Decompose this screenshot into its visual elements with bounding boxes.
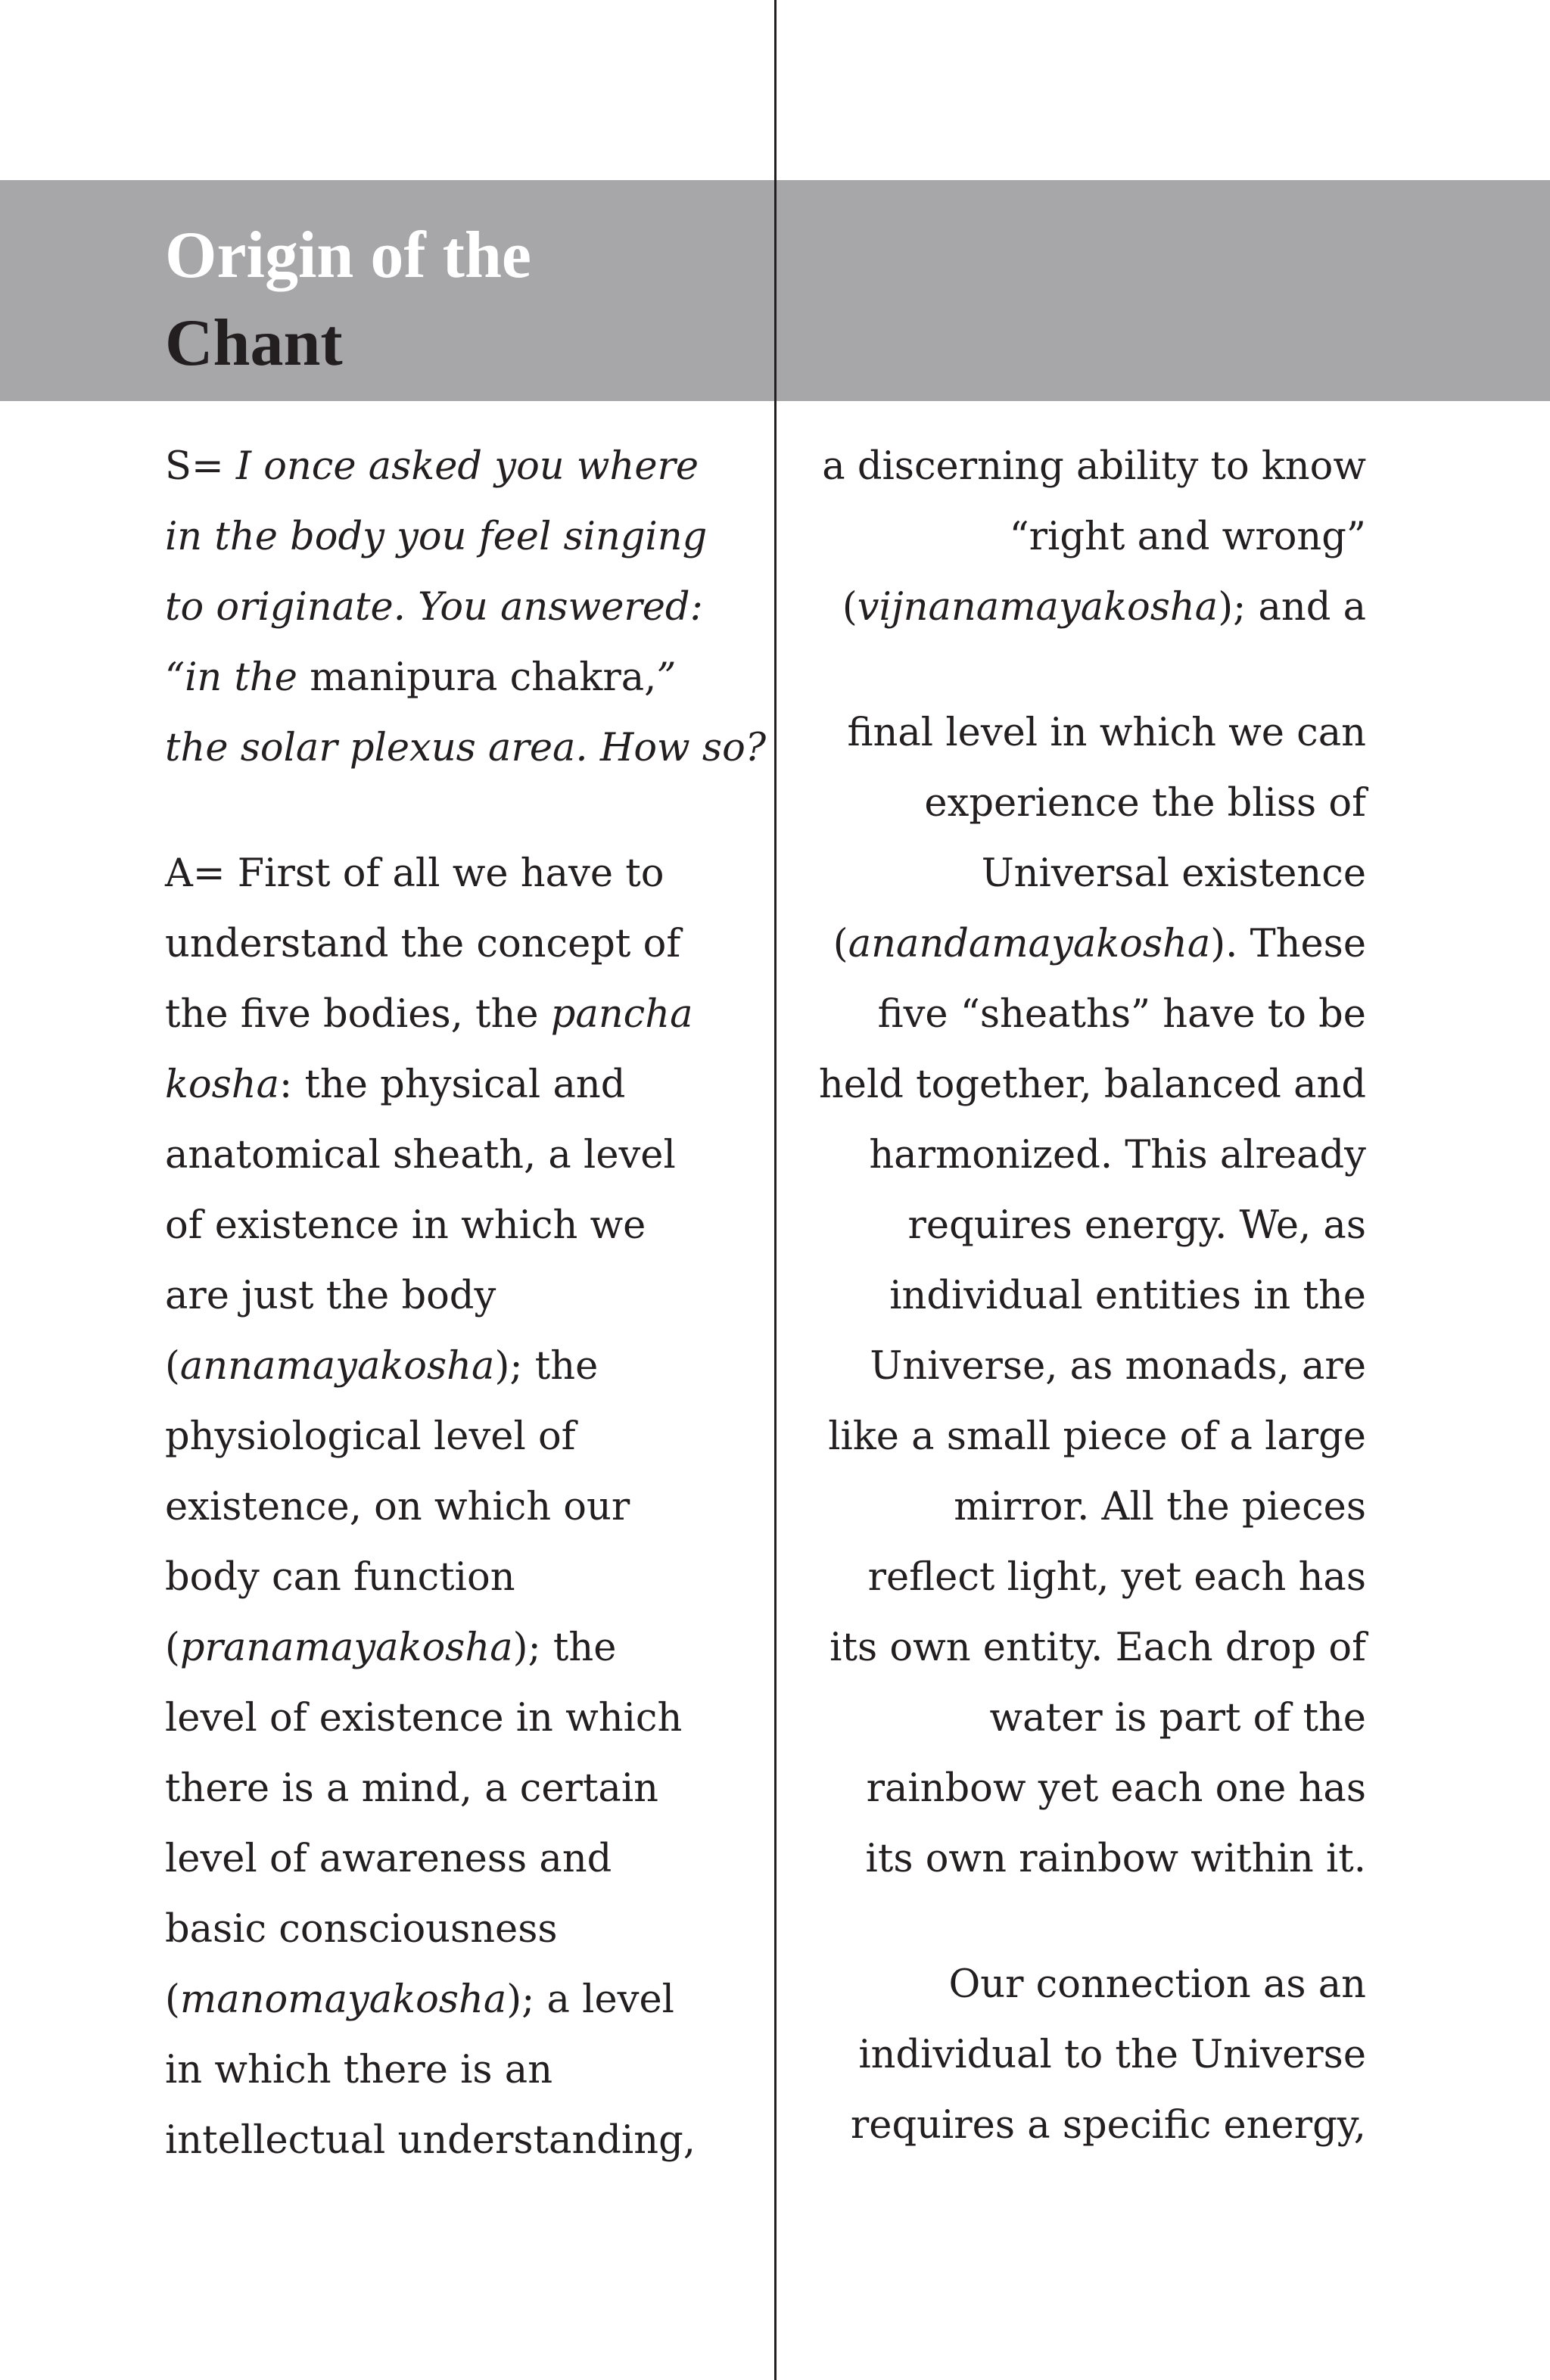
text-run: Our connection as an <box>948 1962 1366 2007</box>
text-line <box>817 768 1366 838</box>
text-line <box>165 1331 714 1402</box>
text-run: are just the body <box>165 1274 496 1318</box>
text-run: Universal existence <box>981 851 1366 896</box>
text-run: level of existence in which <box>165 1696 683 1741</box>
text-line <box>817 838 1366 909</box>
text-line <box>165 1120 714 1190</box>
text-run: ( <box>165 1977 180 2022</box>
chapter-title-line-2: Chant <box>165 306 343 380</box>
text-line <box>817 909 1366 979</box>
text-line <box>817 2090 1366 2161</box>
text-run: the five bodies, the <box>165 992 551 1037</box>
text-run: ). These <box>1210 922 1366 966</box>
text-line <box>817 1472 1366 1542</box>
text-line <box>817 502 1366 572</box>
text-run: requires energy. We, as <box>907 1203 1366 1248</box>
text-run: A= First of all we have to <box>165 851 665 896</box>
paragraph-gap <box>817 1894 1366 1949</box>
italic-text-run: anandamayakosha <box>848 922 1211 966</box>
text-run: reflect light, yet each has <box>867 1555 1366 1600</box>
text-line <box>817 1542 1366 1613</box>
text-run: held together, balanced and <box>818 1062 1366 1107</box>
text-line <box>817 698 1366 768</box>
text-line <box>165 1613 714 1683</box>
text-run: ); the <box>494 1344 599 1389</box>
text-run: manipura chakra, <box>310 655 657 700</box>
text-line <box>165 909 714 979</box>
paragraph-gap <box>817 642 1366 698</box>
text-line <box>165 1402 714 1472</box>
italic-text-run: pancha <box>550 992 693 1037</box>
text-line <box>165 642 714 713</box>
text-line <box>165 1472 714 1542</box>
text-run: body can function <box>165 1555 515 1600</box>
italic-text-run: ” <box>656 655 677 700</box>
text-line <box>165 2035 714 2105</box>
text-run: physiological level of <box>165 1414 576 1459</box>
text-run: a discerning ability to know <box>822 444 1366 489</box>
paragraph-gap <box>165 783 714 838</box>
text-run: mirror. All the pieces <box>954 1485 1366 1529</box>
text-run: five “sheaths” have to be <box>877 992 1366 1037</box>
right-paragraph-1 <box>817 431 1366 642</box>
text-line <box>817 1331 1366 1402</box>
text-run: there is a mind, a certain <box>165 1766 658 1811</box>
text-run: ); the <box>512 1626 617 1670</box>
text-line <box>165 1190 714 1261</box>
italic-text-run: the solar plexus area. How so? <box>165 726 767 770</box>
text-run: individual to the Universe <box>858 2033 1366 2077</box>
text-line <box>817 431 1366 502</box>
text-run: its own entity. Each drop of <box>829 1626 1366 1670</box>
italic-text-run: annamayakosha <box>179 1344 495 1389</box>
right-column <box>817 431 1366 2161</box>
text-line <box>165 431 714 502</box>
text-line <box>817 1753 1366 1824</box>
left-column <box>165 431 767 2176</box>
answer-paragraph <box>165 838 714 2176</box>
italic-text-run: vijnanamayakosha <box>857 585 1219 630</box>
text-line <box>817 1190 1366 1261</box>
text-run: existence, on which our <box>165 1485 630 1529</box>
column-divider <box>774 0 777 2380</box>
text-line <box>165 1753 714 1824</box>
text-run: harmonized. This already <box>869 1133 1366 1178</box>
italic-text-run: pranamayakosha <box>179 1626 513 1670</box>
text-line <box>817 1261 1366 1331</box>
text-run: ( <box>833 922 848 966</box>
text-line <box>165 1683 714 1753</box>
text-run: its own rainbow within it. <box>865 1837 1366 1881</box>
chapter-title-line-1: Origin of the <box>165 219 531 292</box>
text-run: like a small piece of a large <box>828 1414 1366 1459</box>
text-run: intellectual understanding, <box>165 2118 696 2163</box>
italic-text-run: to originate. You answered: <box>165 585 703 630</box>
text-line <box>165 1894 714 1965</box>
italic-text-run: I once asked you where <box>235 444 699 489</box>
text-line <box>165 1965 714 2035</box>
text-run: experience the bliss of <box>924 781 1366 826</box>
text-line <box>817 979 1366 1050</box>
text-line <box>165 1824 714 1894</box>
text-line <box>165 979 714 1050</box>
text-line <box>817 1683 1366 1753</box>
text-line <box>165 713 767 783</box>
text-line <box>817 1050 1366 1120</box>
text-run: “right and wrong” <box>1009 515 1366 559</box>
text-run: basic consciousness <box>165 1907 558 1952</box>
text-run: final level in which we can <box>847 711 1366 755</box>
text-run: in which there is an <box>165 2048 553 2092</box>
text-run: ); a level <box>506 1977 674 2022</box>
italic-text-run: in the body you feel singing <box>165 515 708 559</box>
text-run: rainbow yet each one has <box>866 1766 1366 1811</box>
text-line <box>817 572 1366 642</box>
text-run: level of awareness and <box>165 1837 612 1881</box>
text-run: ( <box>165 1344 180 1389</box>
text-line <box>165 502 714 572</box>
text-run: : the physical and <box>279 1062 626 1107</box>
text-line <box>165 2105 714 2176</box>
text-run: individual entities in the <box>889 1274 1366 1318</box>
text-run: water is part of the <box>989 1696 1366 1741</box>
right-paragraph-2 <box>817 698 1366 1894</box>
text-line <box>817 1120 1366 1190</box>
text-run: requires a specific energy, <box>850 2103 1366 2148</box>
right-paragraph-3 <box>817 1949 1366 2161</box>
text-run: ); and a <box>1218 585 1366 630</box>
text-run: of existence in which we <box>165 1203 646 1248</box>
italic-text-run: “in the <box>165 655 310 700</box>
text-run: S= <box>165 444 236 489</box>
text-line <box>165 1050 714 1120</box>
italic-text-run: manomayakosha <box>179 1977 507 2022</box>
text-run: ( <box>842 585 857 630</box>
text-line <box>165 1542 714 1613</box>
text-run: anatomical sheath, a level <box>165 1133 676 1178</box>
chapter-title <box>165 212 531 387</box>
text-line <box>817 2020 1366 2090</box>
text-run: understand the concept of <box>165 922 681 966</box>
text-line <box>817 1949 1366 2020</box>
text-run: Universe, as monads, are <box>870 1344 1366 1389</box>
text-line <box>817 1613 1366 1683</box>
text-line <box>165 572 714 642</box>
text-line <box>817 1402 1366 1472</box>
text-run: ( <box>165 1626 180 1670</box>
text-line <box>165 1261 714 1331</box>
italic-text-run: kosha <box>165 1062 280 1107</box>
text-line <box>817 1824 1366 1894</box>
text-line <box>165 838 714 909</box>
question-paragraph <box>165 431 767 783</box>
